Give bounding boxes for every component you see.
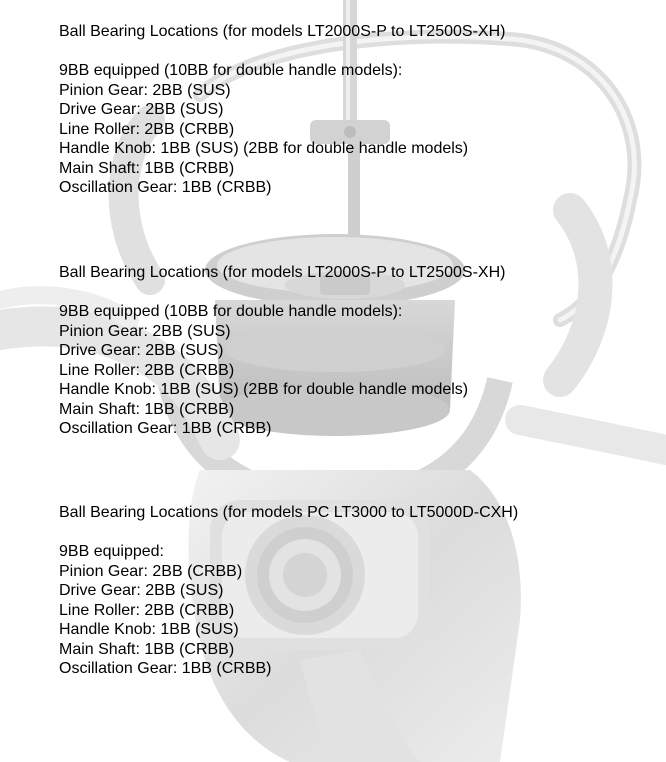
- bearing-spec-block: [59, 22, 505, 198]
- spec-line: Oscillation Gear: 1BB (CRBB): [59, 420, 272, 437]
- bearing-spec-block: [59, 263, 505, 439]
- spec-line: Main Shaft: 1BB (CRBB): [59, 640, 235, 658]
- spec-equipped: 9BB equipped (10BB for double handle models):: [59, 62, 403, 79]
- spec-line: Main Shaft: 1BB (CRBB): [59, 400, 235, 418]
- spec-line: Pinion Gear: 2BB (CRBB): [59, 562, 243, 580]
- spec-line: Handle Knob: 1BB (SUS) (2BB for double handle models): [59, 381, 469, 398]
- spec-line: Pinion Gear: 2BB (SUS): [59, 81, 231, 99]
- spec-line: Line Roller: 2BB (CRBB): [59, 120, 235, 138]
- spec-line: Line Roller: 2BB (CRBB): [59, 361, 235, 379]
- spec-line: Handle Knob: 1BB (SUS): [59, 621, 239, 638]
- spec-line: Oscillation Gear: 1BB (CRBB): [59, 660, 272, 677]
- spec-line: Oscillation Gear: 1BB (CRBB): [59, 179, 272, 196]
- spec-line: Drive Gear: 2BB (SUS): [59, 582, 224, 599]
- spec-line: Main Shaft: 1BB (CRBB): [59, 159, 235, 177]
- spec-heading: Ball Bearing Locations (for models LT2000S-P to LT2500S-XH): [59, 264, 506, 281]
- spec-equipped: 9BB equipped (10BB for double handle models):: [59, 303, 403, 320]
- spec-line: Handle Knob: 1BB (SUS) (2BB for double handle models): [59, 140, 469, 157]
- spec-line: Drive Gear: 2BB (SUS): [59, 101, 224, 118]
- bearing-spec-block: [59, 503, 518, 679]
- spec-line: Pinion Gear: 2BB (SUS): [59, 322, 231, 340]
- spec-equipped: 9BB equipped:: [59, 543, 164, 560]
- spec-heading: Ball Bearing Locations (for models PC LT3000 to LT5000D-CXH): [59, 504, 519, 521]
- spec-line: Drive Gear: 2BB (SUS): [59, 342, 224, 359]
- spec-heading: Ball Bearing Locations (for models LT2000S-P to LT2500S-XH): [59, 23, 506, 40]
- spec-line: Line Roller: 2BB (CRBB): [59, 601, 235, 619]
